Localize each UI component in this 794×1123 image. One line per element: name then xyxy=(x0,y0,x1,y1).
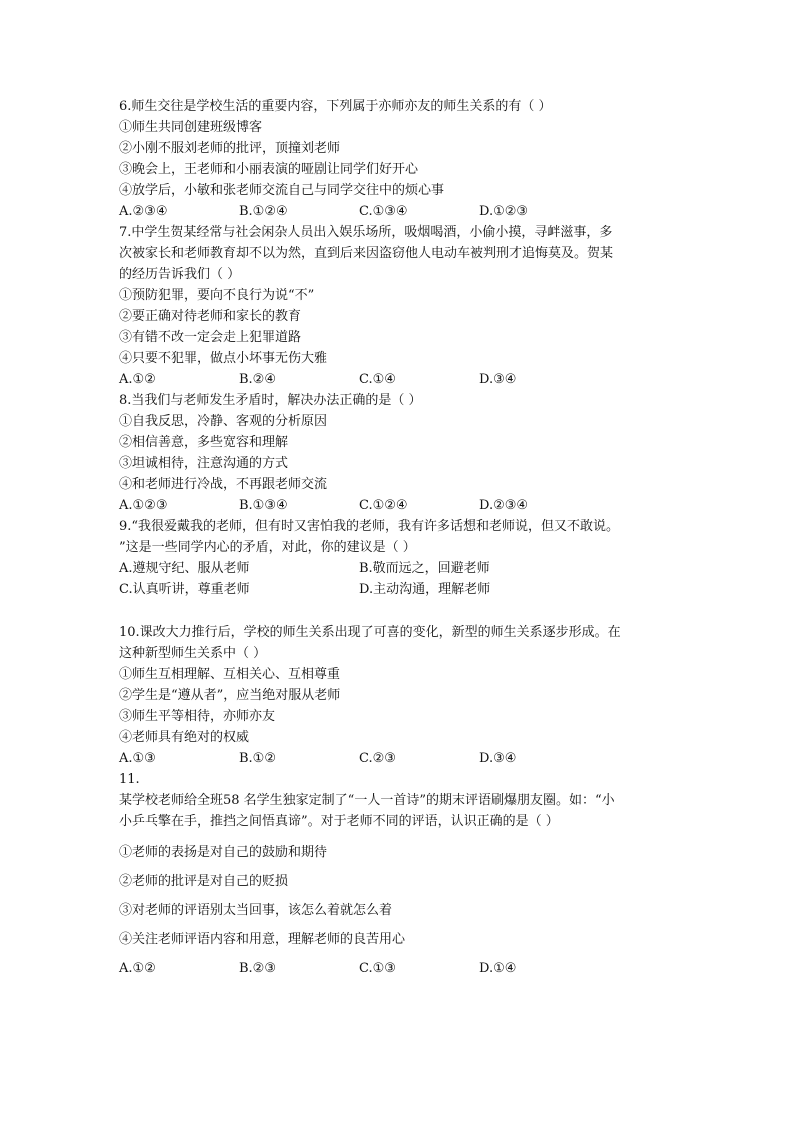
option-d: D.①④ xyxy=(479,961,517,976)
question-8 xyxy=(119,390,679,516)
question-10-item-4: ④老师具有绝对的权威 xyxy=(119,730,250,745)
question-7-options xyxy=(119,369,679,390)
question-7-item-3: ③有错不改一定会走上犯罪道路 xyxy=(119,330,302,345)
question-7-stem-line-2: 次被家长和老师教育却不以为然，直到后来因盗窃他人电动车被判刑才追悔莫及。贺某 xyxy=(119,246,614,261)
option-c: C.①③ xyxy=(359,961,396,976)
question-9-stem-line-2: ”这是一些同学内心的矛盾，对此，你的建议是（ ） xyxy=(119,540,416,555)
question-6 xyxy=(119,96,679,222)
option-c: C.①④ xyxy=(359,372,396,387)
option-b: B.①②④ xyxy=(239,204,288,219)
question-8-stem: 8.当我们与老师发生矛盾时，解决办法正确的是（ ） xyxy=(119,393,422,408)
option-a: A.②③④ xyxy=(119,204,168,219)
option-d: D.②③④ xyxy=(479,498,529,513)
question-11-item-1: ①老师的表扬是对自己的鼓励和期待 xyxy=(119,845,328,860)
question-10-item-3: ③师生平等相待，亦师亦友 xyxy=(119,709,276,724)
question-6-stem: 6.师生交往是学校生活的重要内容，下列属于亦师亦友的师生关系的有（ ） xyxy=(119,99,552,114)
question-11-stem-line-1: 某学校老师给全班58 名学生独家定制了“一人一首诗”的期末评语刷爆朋友圈。如：“小 xyxy=(119,793,615,808)
option-a: A.①② xyxy=(119,961,156,976)
question-11-item-4: ④关注老师评语内容和用意，理解老师的良苦用心 xyxy=(119,932,406,947)
question-6-options xyxy=(119,201,679,222)
question-10-options xyxy=(119,748,679,769)
question-7-stem-line-3: 的经历告诉我们（ ） xyxy=(119,267,241,282)
option-a: A.①②③ xyxy=(119,498,168,513)
question-11-item-3: ③对老师的评语别太当回事，该怎么着就怎么着 xyxy=(119,903,393,918)
question-11-item-2: ②老师的批评是对自己的贬损 xyxy=(119,874,289,889)
option-a: A.①③ xyxy=(119,751,156,766)
question-9-options-row-1 xyxy=(119,558,679,579)
option-c: C.①③④ xyxy=(359,204,408,219)
option-a: A.遵规守纪、服从老师 xyxy=(119,561,250,576)
question-10-item-1: ①师生互相理解、互相关心、互相尊重 xyxy=(119,667,341,682)
option-c: C.②③ xyxy=(359,751,396,766)
question-9-options-row-2 xyxy=(119,579,679,600)
spacer xyxy=(119,600,679,622)
option-d: D.③④ xyxy=(479,751,517,766)
option-b: B.①③④ xyxy=(239,498,288,513)
question-8-item-3: ③坦诚相待，注意沟通的方式 xyxy=(119,456,289,471)
option-d: D.①②③ xyxy=(479,204,529,219)
document-page xyxy=(119,96,679,983)
question-9-stem-line-1: 9.“我很爱戴我的老师，但有时又害怕我的老师，我有许多话想和老师说，但又不敢说。 xyxy=(119,519,620,534)
question-7-item-4: ④只要不犯罪，做点小坏事无伤大雅 xyxy=(119,351,328,366)
option-b: B.敬而远之，回避老师 xyxy=(359,561,490,576)
question-6-item-1: ①师生共同创建班级博客 xyxy=(119,120,263,135)
question-7 xyxy=(119,222,679,390)
question-10-item-2: ②学生是“遵从者”，应当绝对服从老师 xyxy=(119,688,341,703)
question-9 xyxy=(119,516,679,600)
question-7-item-1: ①预防犯罪，要向不良行为说“不” xyxy=(119,288,315,303)
question-10-stem-line-2: 这种新型师生关系中（ ） xyxy=(119,646,267,661)
option-b: B.①② xyxy=(239,751,276,766)
question-7-item-2: ②要正确对待老师和家长的教育 xyxy=(119,309,302,324)
question-11-stem-line-2: 小乒乓擎在手，推挡之间悟真谛”。对于老师不同的评语，认识正确的是（ ） xyxy=(119,814,559,829)
question-10-stem-line-1: 10.课改大力推行后，学校的师生关系出现了可喜的变化，新型的师生关系逐步形成。在 xyxy=(119,625,621,640)
option-b: B.②③ xyxy=(239,961,276,976)
question-8-item-1: ①自我反思，冷静、客观的分析原因 xyxy=(119,414,328,429)
question-8-options xyxy=(119,495,679,516)
option-c: C.①②④ xyxy=(359,498,408,513)
question-6-item-3: ③晚会上，王老师和小丽表演的哑剧让同学们好开心 xyxy=(119,162,419,177)
question-11 xyxy=(119,769,679,983)
question-8-item-2: ②相信善意，多些宽容和理解 xyxy=(119,435,289,450)
option-d: D.③④ xyxy=(479,372,517,387)
question-10 xyxy=(119,622,679,769)
question-11-options xyxy=(119,954,679,983)
option-c: C.认真听讲，尊重老师 xyxy=(119,582,250,597)
option-b: B.②④ xyxy=(239,372,276,387)
question-6-item-4: ④放学后，小敏和张老师交流自己与同学交往中的烦心事 xyxy=(119,183,445,198)
option-a: A.①② xyxy=(119,372,156,387)
question-6-item-2: ②小刚不服刘老师的批评，顶撞刘老师 xyxy=(119,141,341,156)
question-7-stem-line-1: 7.中学生贺某经常与社会闲杂人员出入娱乐场所，吸烟喝酒，小偷小摸，寻衅滋事，多 xyxy=(119,225,613,240)
option-d: D.主动沟通，理解老师 xyxy=(359,582,491,597)
question-8-item-4: ④和老师进行冷战，不再跟老师交流 xyxy=(119,477,328,492)
question-11-number: 11. xyxy=(119,772,140,787)
